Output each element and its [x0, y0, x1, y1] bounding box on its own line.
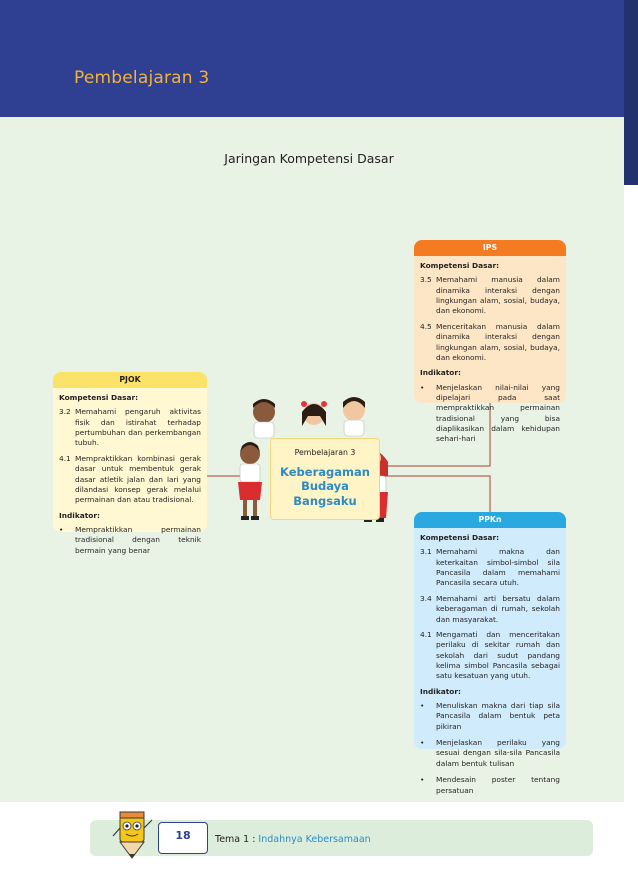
- kd-text: Menceritakan manusia dalam dinamika interaksi dengan lingkungan alam, sosial, budaya, dan ekonomi.: [436, 321, 560, 362]
- pjok-kd-item: [59, 454, 201, 506]
- ips-title: IPS: [414, 240, 566, 256]
- indicator-text: Mempraktikkan permainan tradisional dengan teknik bermain yang benar: [75, 524, 201, 555]
- ips-kd-item: [420, 322, 560, 363]
- child-girl-center-icon: [301, 401, 327, 426]
- center-lesson-label: Pembelajaran 3: [294, 448, 356, 457]
- center-topic-line3: Bangsaku: [293, 493, 357, 508]
- kd-text: Mempraktikkan kombinasi gerak dasar untuk membentuk gerak dasar atletik jalan dan lari yang dilandasi konsep gerak melalui permainan dan atau tradisional.: [75, 453, 201, 505]
- ips-kd-item: [420, 275, 560, 316]
- indicator-text: Menjelaskan perilaku yang sesuai dengan sila-sila Pancasila dalam bentuk tulisan: [436, 738, 560, 768]
- footer-theme: [215, 834, 371, 845]
- ppkn-indicator-item: [420, 738, 560, 769]
- indicator-text: Menuliskan makna dari tiap sila Pancasila dalam bentuk peta pikiran: [436, 701, 560, 731]
- child-girl-left-icon: [238, 442, 262, 520]
- child-boy-left-icon: [253, 399, 275, 438]
- center-topic-card: [270, 438, 380, 520]
- bullet-icon: •: [420, 701, 425, 711]
- kd-number: 3.1: [420, 547, 432, 557]
- center-topic-title: [271, 465, 379, 508]
- child-boy-right-icon: [343, 397, 365, 436]
- pjok-kd-item: [59, 407, 201, 448]
- kd-text: Memahami arti bersatu dalam keberagaman di rumah, sekolah dan masyarakat.: [436, 593, 560, 624]
- kd-number: 4.1: [59, 453, 71, 463]
- header-edge-stripe: [624, 0, 638, 185]
- pencil-mascot-icon: [110, 806, 156, 862]
- kd-text: Mengamati dan menceritakan perilaku di sekitar rumah dan sekolah dari sudut pandang kelima simbol Pancasila sebagai satu kesatuan yang utuh.: [436, 629, 560, 681]
- indicator-text: Mendesain poster tentang persatuan: [436, 775, 560, 795]
- kd-number: 4.5: [420, 321, 432, 331]
- center-topic-line1: Keberagaman: [280, 465, 370, 479]
- pjok-kd-label: Kompetensi Dasar:: [59, 393, 139, 402]
- ppkn-title: PPKn: [414, 512, 566, 528]
- bullet-icon: •: [59, 524, 64, 534]
- ips-box: [414, 240, 566, 444]
- ips-indicator-item: [420, 383, 560, 445]
- page-header-title: Pembelajaran 3: [74, 68, 210, 88]
- ppkn-indicator-item: [420, 701, 560, 732]
- kd-text: Memahami manusia dalam dinamika interaksi dengan lingkungan alam, sosial, budaya, dan ekonomi.: [436, 275, 560, 316]
- kd-number: 4.1: [420, 629, 432, 639]
- footer-theme-name: Indahnya Kebersamaan: [258, 834, 371, 845]
- ppkn-indicator-item: [420, 775, 560, 796]
- ips-kd-label: Kompetensi Dasar:: [420, 261, 500, 270]
- map-title: Jaringan Kompetensi Dasar: [224, 151, 394, 166]
- indicator-text: Menjelaskan nilai-nilai yang dipelajari pada saat mempraktikkan permainan tradisional yang bisa diaplikasikan dalam kehidupan sehari-hari: [436, 382, 560, 444]
- pjok-box: [53, 372, 207, 555]
- pjok-indicator-label: Indikator:: [59, 510, 100, 520]
- kd-number: 3.5: [420, 275, 432, 285]
- footer-theme-prefix: Tema 1 :: [215, 834, 259, 845]
- ppkn-kd-label: Kompetensi Dasar:: [420, 533, 500, 542]
- kd-number: 3.4: [420, 593, 432, 603]
- pjok-indicator-item: [59, 525, 201, 556]
- kd-text: Memahami makna dan keterkaitan simbol-simbol sila Pancasila dalam memahami Pancasila secara utuh.: [436, 547, 560, 588]
- ips-indicator-label: Indikator:: [420, 368, 461, 378]
- kd-text: Memahami pengaruh aktivitas fisik dan istirahat terhadap pertumbuhan dan perkembangan tubuh.: [75, 407, 201, 448]
- header-band: [0, 0, 638, 117]
- center-topic-line2: Budaya: [301, 479, 349, 494]
- kd-number: 3.2: [59, 407, 71, 417]
- pjok-title: PJOK: [53, 372, 207, 388]
- ppkn-box: [414, 512, 566, 795]
- ppkn-kd-item: [420, 594, 560, 625]
- ppkn-kd-item: [420, 547, 560, 588]
- ppkn-kd-item: [420, 630, 560, 682]
- bullet-icon: •: [420, 775, 425, 785]
- bullet-icon: •: [420, 382, 425, 392]
- page-number: 18: [175, 829, 191, 842]
- bullet-icon: •: [420, 738, 425, 748]
- ppkn-indicator-label: Indikator:: [420, 686, 461, 696]
